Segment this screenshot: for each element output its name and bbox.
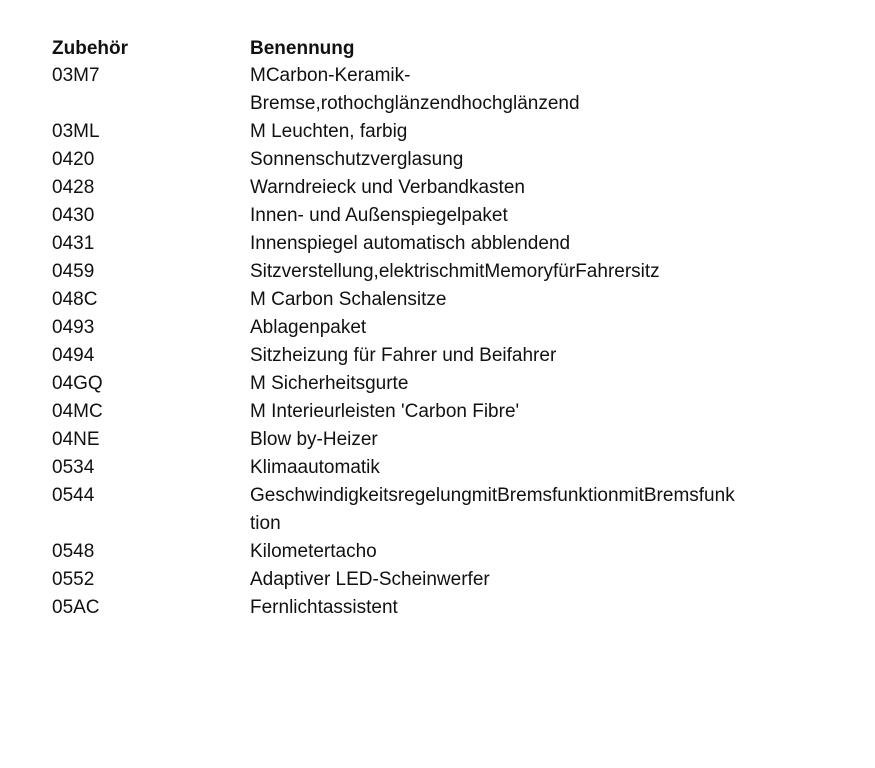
column-header-code: Zubehör — [52, 38, 128, 59]
row-code: 04MC — [52, 401, 103, 422]
table-row — [52, 426, 852, 454]
row-code: 0493 — [52, 317, 95, 338]
table-row — [52, 62, 852, 118]
row-name: Innen- und Außenspiegelpaket — [250, 205, 508, 226]
table-row — [52, 398, 852, 426]
row-code: 0534 — [52, 457, 95, 478]
row-code: 0494 — [52, 345, 95, 366]
row-code: 04NE — [52, 429, 100, 450]
row-name: Klimaautomatik — [250, 457, 380, 478]
table-row — [52, 118, 852, 146]
row-name: Fernlichtassistent — [250, 597, 398, 618]
table-row — [52, 174, 852, 202]
table-row — [52, 370, 852, 398]
table-row — [52, 482, 852, 538]
row-code: 0431 — [52, 233, 95, 254]
table-row — [52, 566, 852, 594]
row-code: 0428 — [52, 177, 95, 198]
column-header-name: Benennung — [250, 38, 355, 59]
row-name: Sitzverstellung,elektrischmitMemoryfürFahrersitz — [250, 261, 660, 282]
row-name: Ablagenpaket — [250, 317, 367, 338]
table-row — [52, 258, 852, 286]
equipment-table — [52, 36, 852, 622]
table-row — [52, 342, 852, 370]
row-name: M Interieurleisten 'Carbon Fibre' — [250, 401, 520, 422]
row-name: Kilometertacho — [250, 541, 377, 562]
table-row — [52, 202, 852, 230]
row-code: 0548 — [52, 541, 95, 562]
row-code: 0459 — [52, 261, 95, 282]
table-row — [52, 454, 852, 482]
row-code: 04GQ — [52, 373, 103, 394]
row-name: Sonnenschutzverglasung — [250, 149, 464, 170]
row-code: 0552 — [52, 569, 95, 590]
row-code: 0430 — [52, 205, 95, 226]
table-row — [52, 230, 852, 258]
table-row — [52, 538, 852, 566]
table-row — [52, 594, 852, 622]
row-code: 0544 — [52, 485, 95, 506]
table-header — [52, 36, 852, 62]
row-name: Adaptiver LED-Scheinwerfer — [250, 569, 490, 590]
row-name: M Sicherheitsgurte — [250, 373, 409, 394]
row-name: Warndreieck und Verbandkasten — [250, 177, 525, 198]
row-code: 03M7 — [52, 65, 100, 86]
row-name: Blow by-Heizer — [250, 429, 378, 450]
row-name: GeschwindigkeitsregelungmitBremsfunktionmitBremsfunk tion — [250, 485, 735, 534]
row-code: 0420 — [52, 149, 95, 170]
table-row — [52, 286, 852, 314]
row-name: M Leuchten, farbig — [250, 121, 408, 142]
row-code: 048C — [52, 289, 98, 310]
row-code: 05AC — [52, 597, 100, 618]
row-code: 03ML — [52, 121, 100, 142]
table-row — [52, 314, 852, 342]
row-name: Innenspiegel automatisch abblendend — [250, 233, 571, 254]
row-name: M Carbon Schalensitze — [250, 289, 447, 310]
row-name: Sitzheizung für Fahrer und Beifahrer — [250, 345, 557, 366]
row-name: MCarbon-Keramik- Bremse,rothochglänzendhochglänzend — [250, 65, 580, 114]
table-row — [52, 146, 852, 174]
